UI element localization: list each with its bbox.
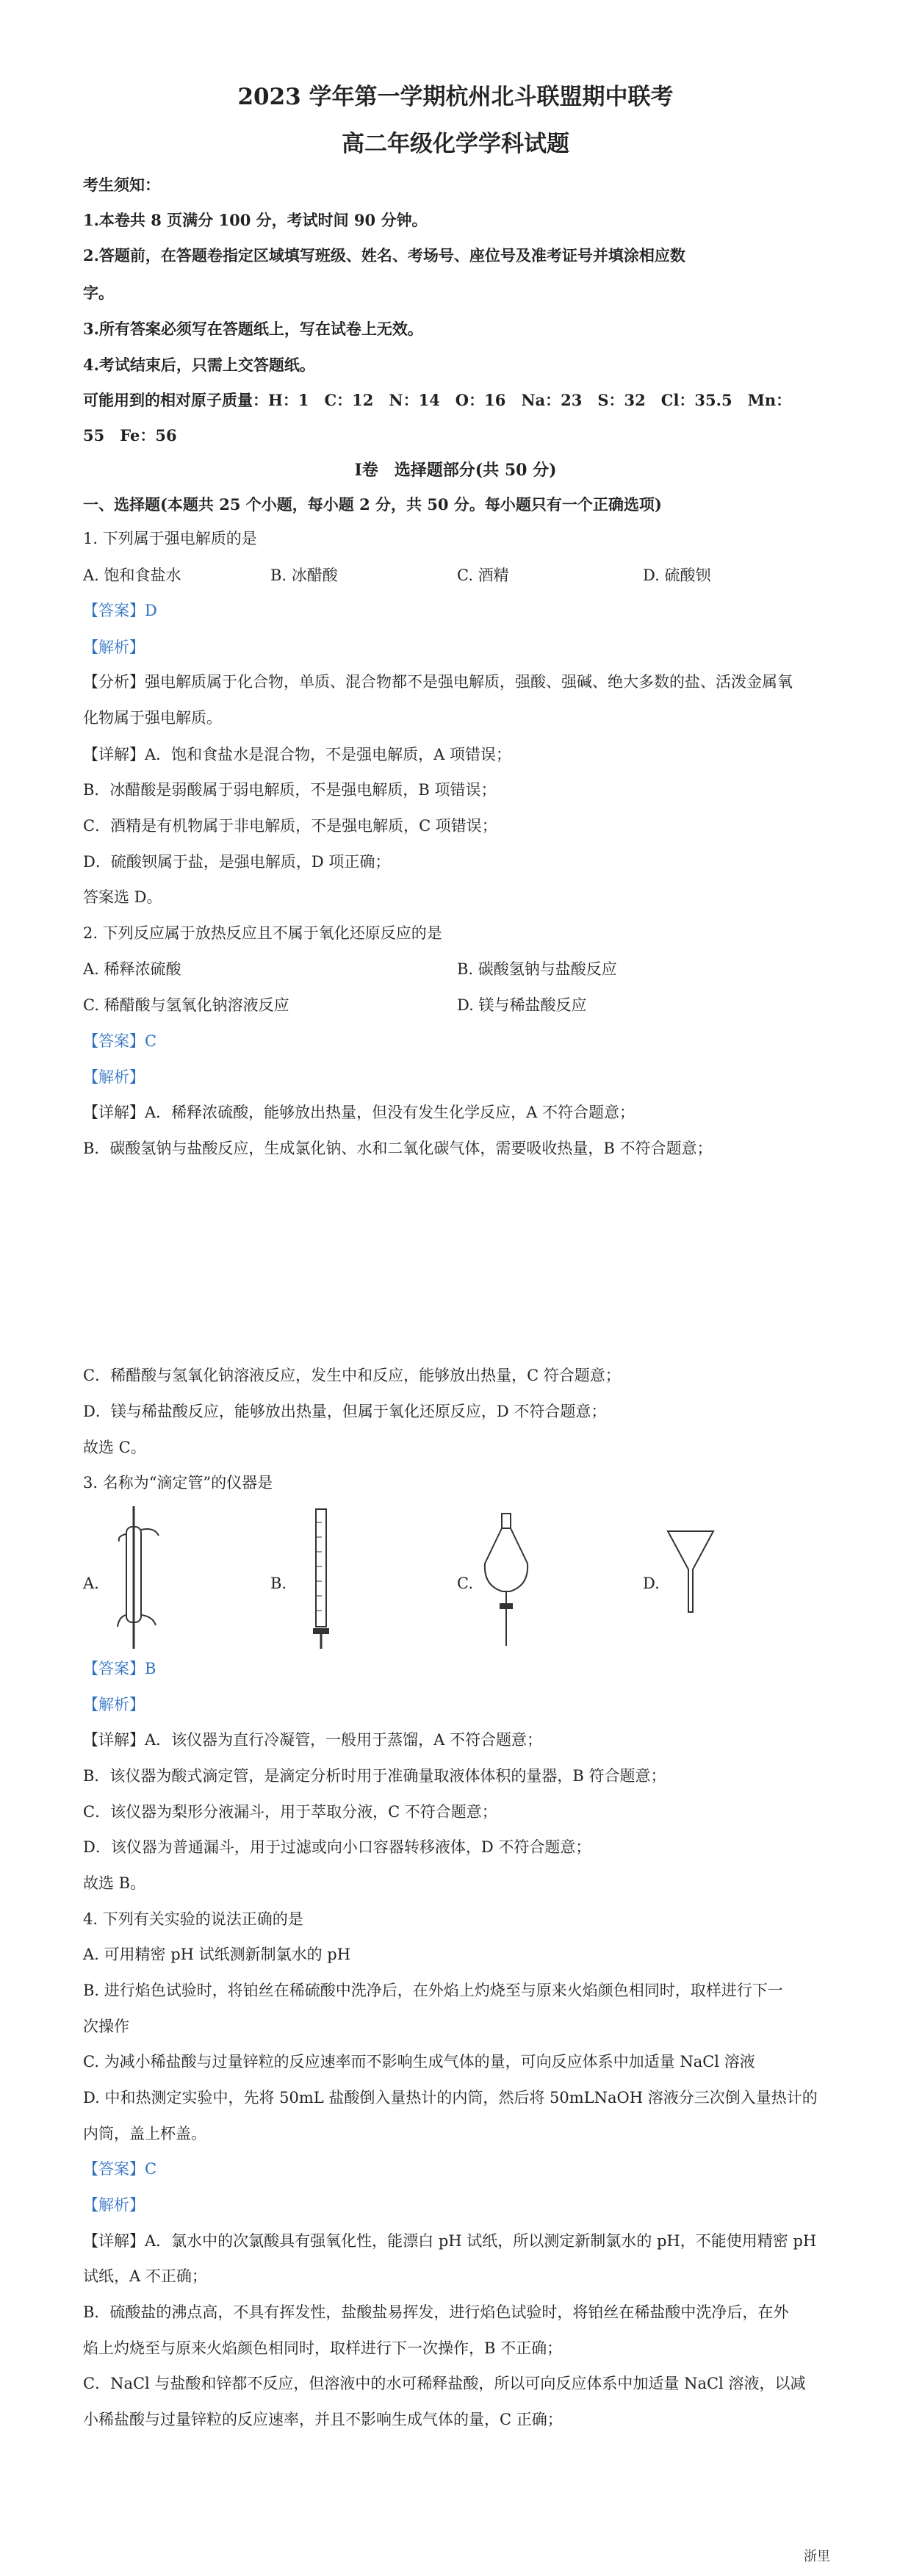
q3-option-c: C. bbox=[457, 1575, 473, 1592]
q4-option-c: C. 为减小稀盐酸与过量锌粒的反应速率而不影响生成气体的量，可向反应体系中加适量 NaCl 溶液 bbox=[83, 2053, 755, 2070]
q1-option-d: D. 硫酸钡 bbox=[643, 566, 711, 584]
q2-answer: 【答案】C bbox=[83, 1032, 157, 1050]
question-stem: 2. 下列反应属于放热反应且不属于氧化还原反应的是 bbox=[83, 924, 442, 942]
q3-option-b: B. bbox=[270, 1575, 287, 1592]
q2-option-a: A. 稀释浓硫酸 bbox=[83, 960, 181, 978]
q1-analysis-line: C．酒精是有机物属于非电解质，不是强电解质，C 项错误； bbox=[83, 817, 497, 835]
atomic-mass-line: 55 Fe：56 bbox=[83, 426, 177, 445]
burette-icon bbox=[307, 1508, 336, 1652]
separatory-funnel-icon bbox=[478, 1512, 536, 1652]
q4-analysis-line: 试纸，A 不正确； bbox=[83, 2267, 207, 2285]
q4-option-d: D. 中和热测定实验中，先将 50mL 盐酸倒入量热计的内筒，然后将 50mLNaOH 溶液分三次倒入量热计的 bbox=[83, 2089, 818, 2107]
notice-item: 1.本卷共 8 页满分 100 分，考试时间 90 分钟。 bbox=[83, 211, 428, 229]
notice-item: 3.所有答案必须写在答题纸上，写在试卷上无效。 bbox=[83, 320, 423, 338]
q4-analysis-line: 焰上灼烧至与原来火焰颜色相同时，取样进行下一次操作，B 不正确； bbox=[83, 2339, 563, 2357]
part-title: I卷 选择题部分(共 50 分) bbox=[354, 461, 557, 480]
q3-analysis-line: D．该仪器为普通漏斗，用于过滤或向小口容器转移液体，D 不符合题意； bbox=[83, 1838, 591, 1856]
condenser-icon bbox=[110, 1505, 169, 1652]
notice-item: 4.考试结束后，只需上交答题纸。 bbox=[83, 356, 315, 374]
q2-analysis-label: 【解析】 bbox=[83, 1068, 145, 1086]
q4-analysis-line: 小稀盐酸与过量锌粒的反应速率，并且不影响生成气体的量，C 正确； bbox=[83, 2411, 563, 2428]
notice-item: 2.答题前，在答题卷指定区域填写班级、姓名、考场号、座位号及准考证号并填涂相应数 bbox=[83, 246, 685, 265]
q2-analysis-line: B．碳酸氢钠与盐酸反应，生成氯化钠、水和二氧化碳气体，需要吸收热量，B 不符合题意； bbox=[83, 1140, 713, 1157]
exam-title: 2023 学年第一学期杭州北斗联盟期中联考 bbox=[237, 84, 674, 110]
q1-analysis-line: 答案选 D。 bbox=[83, 888, 162, 906]
q4-analysis-line: C．NaCl 与盐酸和锌都不反应，但溶液中的水可稀释盐酸，所以可向反应体系中加适量 NaCl 溶液，以减 bbox=[83, 2375, 806, 2392]
q4-option-b: B. 进行焰色试验时，将铂丝在稀硫酸中洗净后，在外焰上灼烧至与原来火焰颜色相同时，取样进行下一 bbox=[83, 1982, 783, 1999]
page-footer: 浙里 bbox=[804, 2549, 830, 2564]
funnel-icon bbox=[665, 1528, 716, 1616]
q4-analysis-line: B．硫酸盐的沸点高，不具有挥发性，盐酸盐易挥发，进行焰色试验时，将铂丝在稀盐酸中洗净后，在外 bbox=[83, 2303, 789, 2321]
question-stem: 4. 下列有关实验的说法正确的是 bbox=[83, 1910, 303, 1928]
q2-option-c: C. 稀醋酸与氢氧化钠溶液反应 bbox=[83, 996, 289, 1014]
q3-option-a: A. bbox=[83, 1575, 99, 1592]
q1-option-a: A. 饱和食盐水 bbox=[83, 566, 181, 584]
q2-analysis-line: C．稀醋酸与氢氧化钠溶液反应，发生中和反应，能够放出热量，C 符合题意； bbox=[83, 1367, 621, 1384]
q1-option-b: B. 冰醋酸 bbox=[270, 566, 338, 584]
atomic-mass-line: 可能用到的相对原子质量：H：1 C：12 N：14 O：16 Na：23 S：32 Cl：35.5 Mn： bbox=[83, 391, 792, 409]
notice-item: 字。 bbox=[83, 284, 114, 302]
q3-analysis-line: B．该仪器为酸式滴定管，是滴定分析时用于准确量取液体体积的量器，B 符合题意； bbox=[83, 1767, 666, 1785]
q1-analysis-line: B．冰醋酸是弱酸属于弱电解质，不是强电解质，B 项错误； bbox=[83, 781, 497, 799]
q3-answer: 【答案】B bbox=[83, 1660, 156, 1677]
q1-analysis-line: 【分析】强电解质属于化合物，单质、混合物都不是强电解质，强酸、强碱、绝大多数的盐、活泼金属氧 bbox=[83, 673, 793, 691]
q2-analysis-line: 【详解】A．稀释浓硫酸，能够放出热量，但没有发生化学反应，A 不符合题意； bbox=[83, 1104, 635, 1121]
q3-analysis-line: 【详解】A．该仪器为直行冷凝管，一般用于蒸馏，A 不符合题意； bbox=[83, 1731, 543, 1749]
q1-analysis-line: 【详解】A．饱和食盐水是混合物，不是强电解质，A 项错误； bbox=[83, 746, 512, 763]
q1-analysis-line: D．硫酸钡属于盐，是强电解质，D 项正确； bbox=[83, 853, 391, 871]
q4-analysis-label: 【解析】 bbox=[83, 2196, 145, 2214]
exam-subtitle: 高二年级化学学科试题 bbox=[342, 131, 569, 157]
section-title: 一、选择题(本题共 25 个小题，每小题 2 分，共 50 分。每小题只有一个正确选项) bbox=[83, 495, 662, 514]
q1-analysis-line: 化物属于强电解质。 bbox=[83, 709, 222, 727]
q2-analysis-line: D．镁与稀盐酸反应，能够放出热量，但属于氧化还原反应，D 不符合题意； bbox=[83, 1403, 607, 1420]
q4-analysis-line: 【详解】A．氯水中的次氯酸具有强氧化性，能漂白 pH 试纸，所以测定新制氯水的 pH，不能使用精密 pH bbox=[83, 2232, 817, 2250]
q2-option-b: B. 碳酸氢钠与盐酸反应 bbox=[457, 960, 617, 978]
q3-analysis-label: 【解析】 bbox=[83, 1696, 145, 1713]
q3-analysis-line: C．该仪器为梨形分液漏斗，用于萃取分液，C 不符合题意； bbox=[83, 1803, 497, 1821]
q4-answer: 【答案】C bbox=[83, 2160, 157, 2178]
notice-heading: 考生须知： bbox=[83, 176, 160, 194]
question-stem: 3. 名称为“滴定管”的仪器是 bbox=[83, 1474, 273, 1492]
q2-analysis-line: 故选 C。 bbox=[83, 1439, 146, 1456]
q3-option-d: D. bbox=[643, 1575, 660, 1592]
q4-option-d-cont: 内筒，盖上杯盖。 bbox=[83, 2125, 206, 2143]
q1-analysis-label: 【解析】 bbox=[83, 638, 145, 656]
q4-option-a: A. 可用精密 pH 试纸测新制氯水的 pH bbox=[83, 1946, 351, 1963]
q3-analysis-line: 故选 B。 bbox=[83, 1874, 146, 1892]
question-stem: 1. 下列属于强电解质的是 bbox=[83, 530, 257, 547]
q4-option-b-cont: 次操作 bbox=[83, 2018, 129, 2035]
q2-option-d: D. 镁与稀盐酸反应 bbox=[457, 996, 587, 1014]
q1-option-c: C. 酒精 bbox=[457, 566, 509, 584]
q1-answer: 【答案】D bbox=[83, 602, 157, 619]
